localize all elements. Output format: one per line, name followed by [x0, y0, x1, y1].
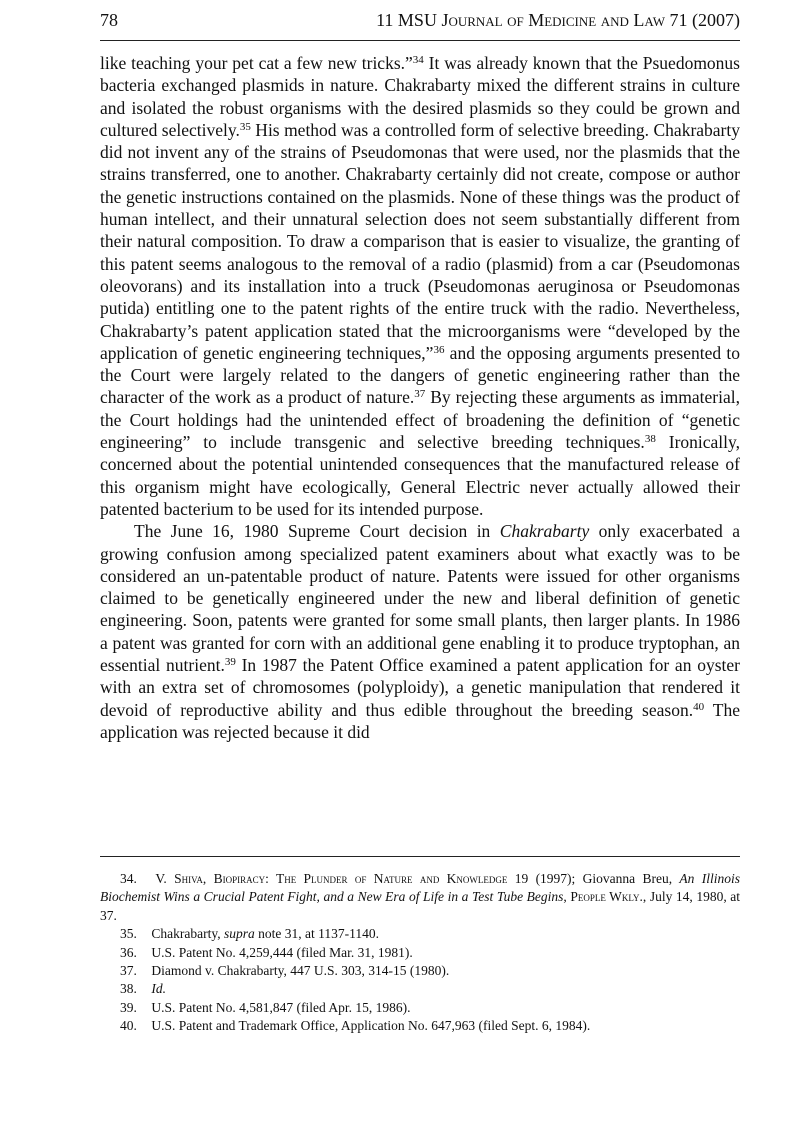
- citation-text: , July 14, 1980, at 37.: [100, 889, 741, 923]
- citation-text: U.S. Patent No. 4,581,847 (filed Apr. 15, 1986).: [151, 999, 411, 1015]
- footnote-ref-34: 34: [412, 54, 424, 66]
- footnote-37: [100, 962, 740, 980]
- footnote-number: 39.: [120, 999, 137, 1015]
- footnote-number: 35.: [120, 926, 137, 942]
- citation-text: ,: [563, 889, 571, 905]
- running-head: 11 MSU Journal of Medicine and Law 71 (2007): [376, 10, 740, 30]
- text-run: like teaching your pet cat a few new tricks.”: [100, 53, 413, 73]
- text-run: The application was rejected because it did: [100, 699, 740, 742]
- footnote-ref-40: 40: [693, 700, 705, 713]
- citation-text: note 31, at 1137-1140.: [254, 926, 379, 942]
- citation-text: People Wkly.: [570, 889, 643, 905]
- citation-text: Diamond v. Chakrabarty, 447 U.S. 303, 314-15 (1980).: [151, 963, 450, 979]
- footnote-34: [100, 870, 740, 925]
- header-rule: [100, 40, 740, 41]
- footnote-ref-38: 38: [644, 433, 656, 446]
- text-run: and the opposing arguments presented to the Court were largely related to the dangers of genetic engineering rather than the character of the work as a product of nature.: [100, 342, 740, 408]
- citation-text: U.S. Patent and Trademark Office, Application No. 647,963 (filed Sept. 6, 1984).: [151, 1018, 591, 1034]
- footnote-number: 34.: [120, 871, 137, 886]
- paragraph-1: [100, 52, 740, 520]
- citation-title: An Illinois Biochemist Wins a Crucial Patent Fight, and a New Era of Life in a Test Tube Begins: [100, 871, 741, 905]
- footnotes: [100, 870, 740, 1036]
- footnote-number: 40.: [120, 1018, 137, 1034]
- footnote-39: [100, 999, 740, 1017]
- footnote-40: [100, 1017, 740, 1035]
- footnote-38: [100, 980, 740, 998]
- text-run: It was already known that the Psuedomonus bacteria exchanged plasmids in nature. Chakrabarty mixed the different strains in culture and isolated the robust organisms with the desired plasmids so they could be grown and cultured selectively.: [100, 53, 740, 140]
- citation-text: V. Shiva, Biopiracy: The Plunder of Nature and Knowledge: [155, 871, 508, 886]
- footnote-ref-36: 36: [433, 343, 445, 356]
- footnote-ref-35: 35: [239, 120, 251, 133]
- page-number: 78: [100, 10, 118, 30]
- citation-signal: supra: [223, 926, 255, 942]
- text-run: By rejecting these arguments as immaterial, the Court holdings had the unintended effect of broadening the definition of “genetic engineering” to include transgenic and selective breeding techniques.: [100, 387, 740, 453]
- citation-text: U.S. Patent No. 4,259,444 (filed Mar. 31, 1981).: [151, 944, 413, 960]
- footnote-number: 36.: [120, 944, 137, 960]
- footnote-number: 38.: [120, 981, 137, 997]
- text-run: The June 16, 1980 Supreme Court decision in: [134, 521, 500, 542]
- case-name: Chakrabarty: [499, 521, 590, 542]
- citation-text: Id.: [151, 981, 166, 997]
- footnote-35: [100, 925, 740, 943]
- footnote-ref-39: 39: [224, 656, 236, 669]
- footnote-number: 37.: [120, 963, 137, 979]
- text-run: In 1987 the Patent Office examined a patent application for an oyster with an extra set of chromosomes (polyploidy), a genetic manipulation that rendered it devoid of reproductive ability and thus edible throughout the breeding season.: [100, 655, 740, 720]
- footnote-36: [100, 944, 740, 962]
- text-run: only exacerbated a growing confusion among specialized patent examiners about what exactly was to be considered an un-patentable product of nature. Patents were issued for other organisms claimed to be genetically engineered under the new and liberal definition of genetic engineering. Soon, patents were granted for some small plants, then larger plants. In 1986 a patent was granted for corn with an additional gene enabling it to produce tryptophan, an essential nutrient.: [100, 521, 740, 676]
- citation-text: 19 (1997); Giovanna Breu,: [507, 871, 680, 886]
- citation-text: Chakrabarty,: [151, 926, 224, 942]
- page-header: [100, 10, 740, 34]
- text-run: His method was a controlled form of selective breeding. Chakrabarty did not invent any of the strains of Pseudomonas that were used, nor the plasmids that the strains transferred, one to another. Chakrabarty certainly did not create, compose or author the genetic instructions contained on the plasmids. None of these things was the product of human intellect, and their unnatural selection does not seem substantially different from their natural composition. To draw a comparison that is easier to visualize, the granting of this patent seems analogous to the removal of a radio (plasmid) from a car (Pseudomonas oleovorans) and its installation into a truck (Pseudomonas aeruginosa or Pseudomonas putida) entitling one to the patent rights of the entire truck with the radio. Nevertheless, Chakrabarty’s patent application stated that the microorganisms were “developed by the application of genetic engineering techniques,”: [100, 119, 740, 363]
- paragraph-2: [100, 520, 740, 743]
- footnote-rule: [100, 856, 740, 857]
- text-run: Ironically, concerned about the potential unintended consequences that the manufactured release of this organism might have ecologically, General Electric never actually allowed their patented bacterium to be used for its intended purpose.: [100, 432, 741, 519]
- footnote-ref-37: 37: [414, 388, 426, 401]
- main-text: [100, 52, 740, 743]
